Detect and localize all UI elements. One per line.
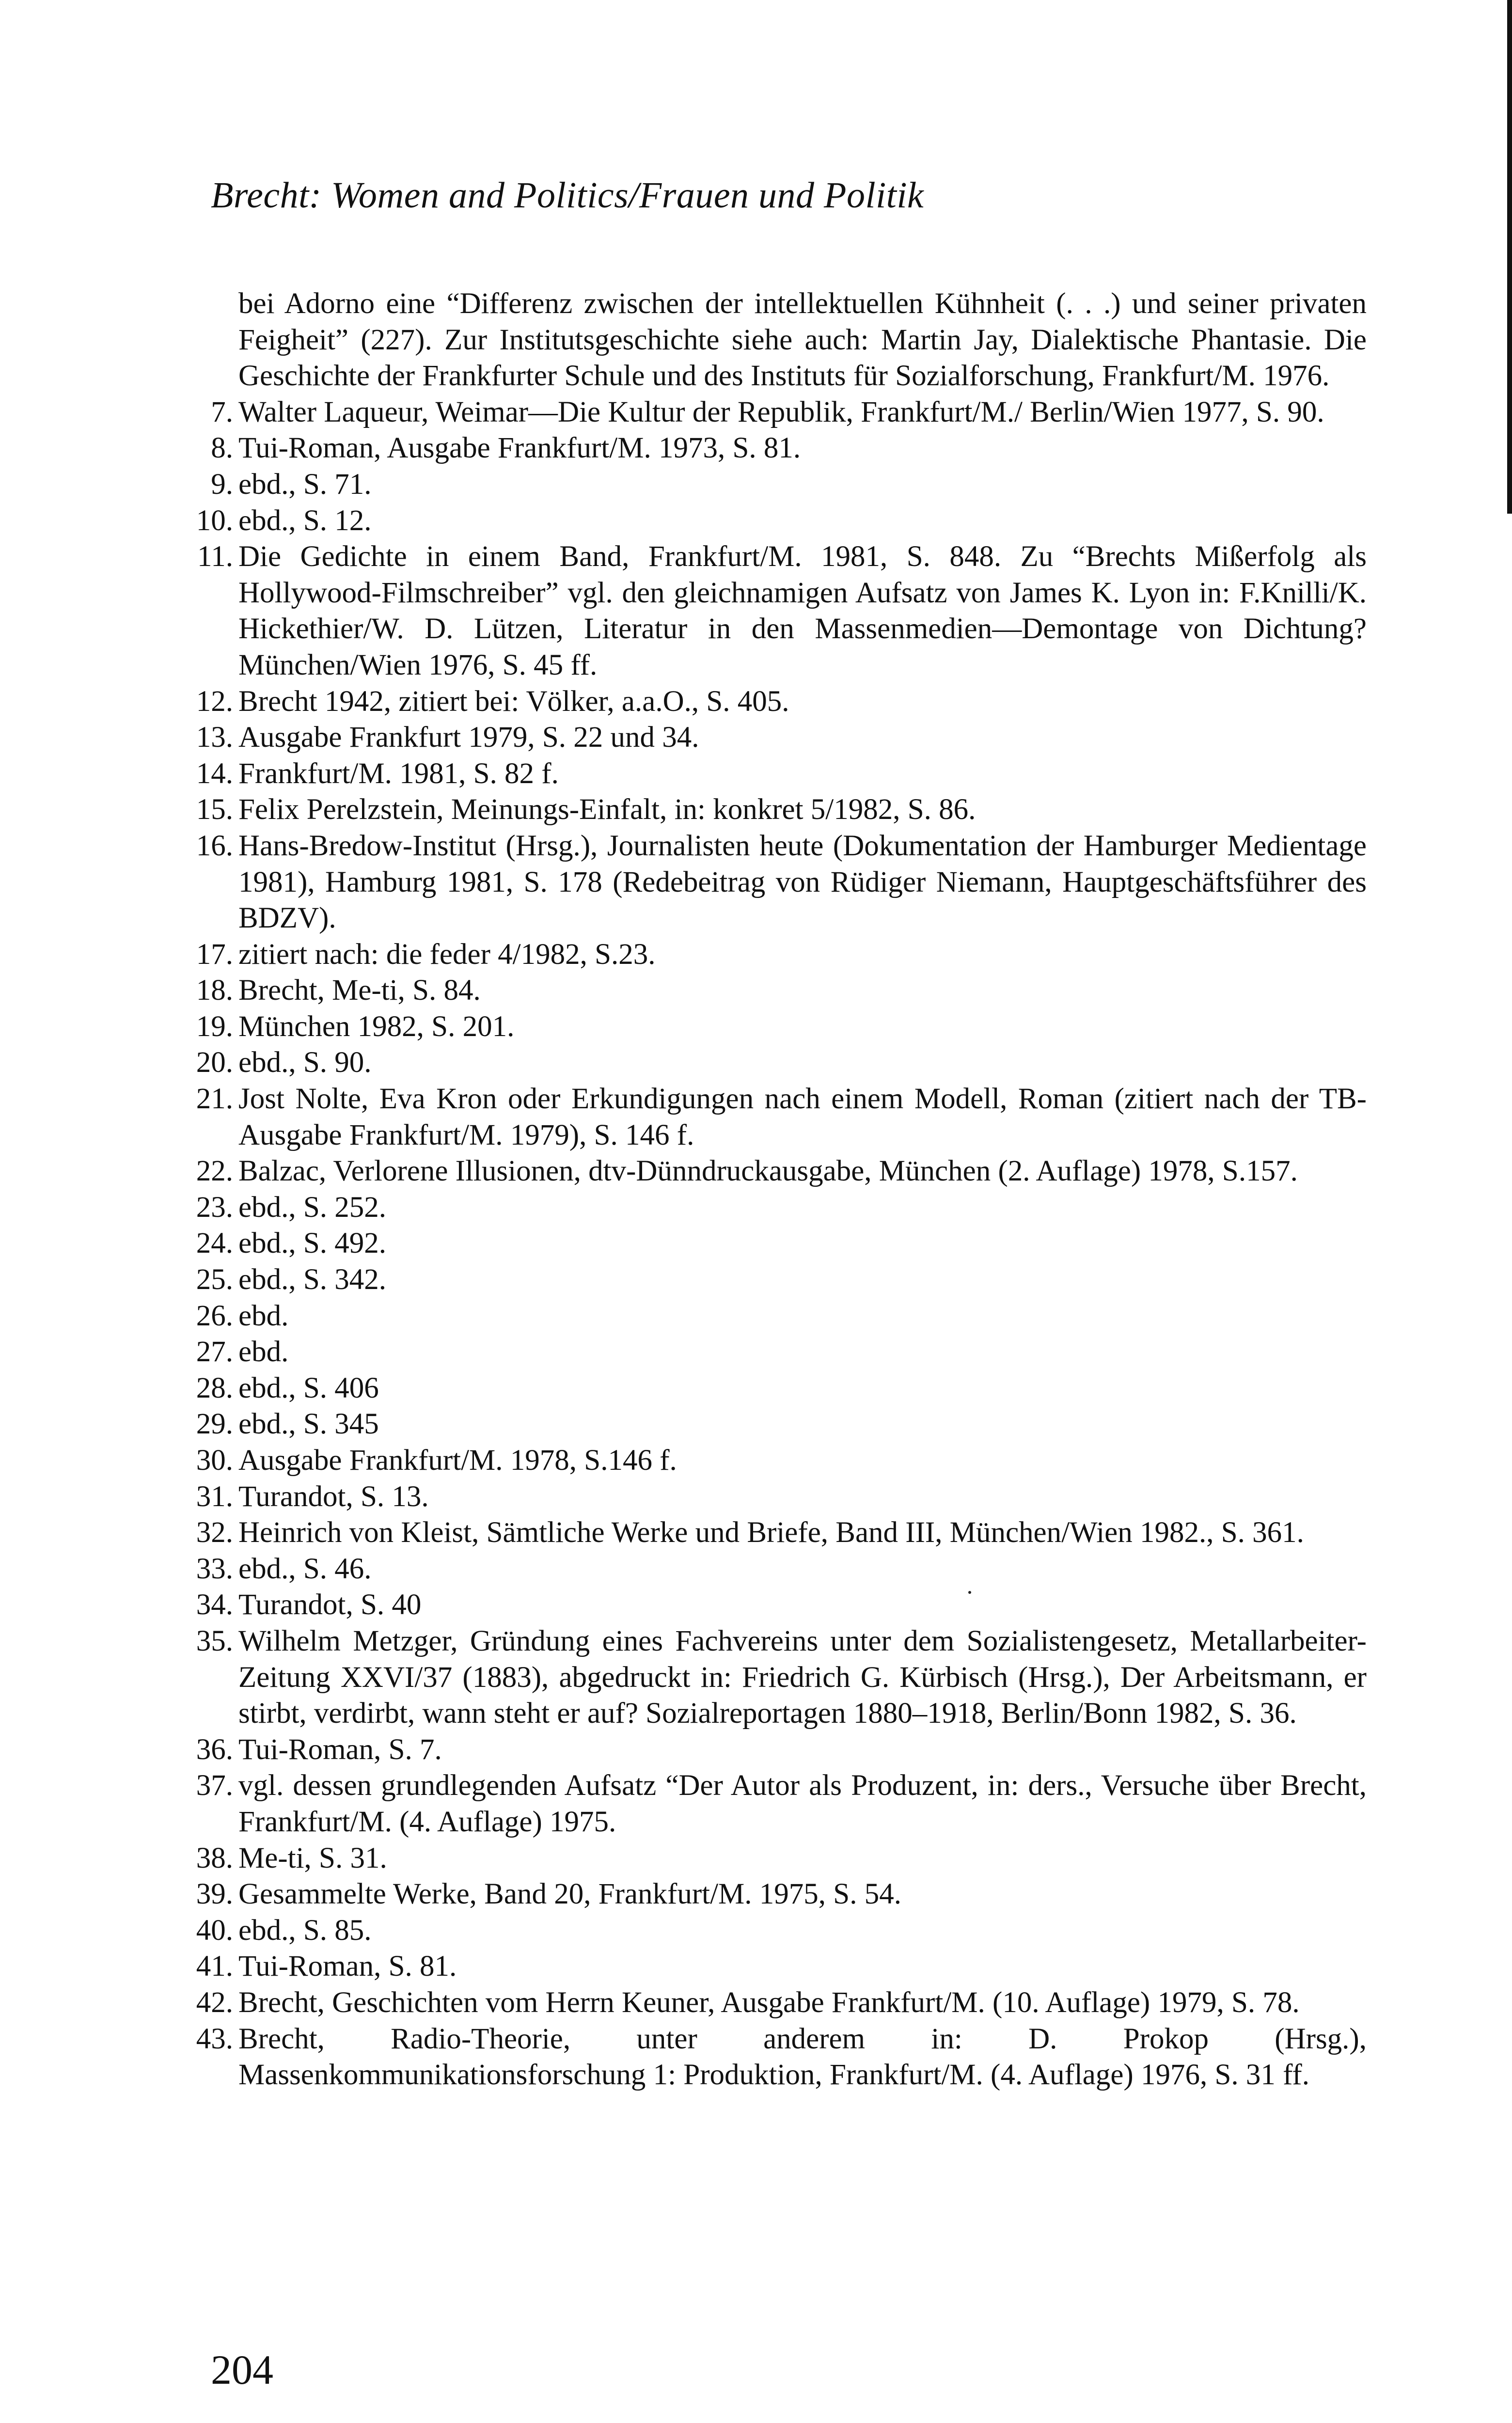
endnote-text: ebd., S. 12.: [238, 504, 372, 537]
endnote-number: 16.: [196, 829, 233, 862]
endnote-item: [206, 394, 1367, 431]
endnote-item: [196, 1406, 1367, 1443]
endnote-item: [206, 430, 1367, 467]
endnote-text: Frankfurt/M. 1981, S. 82 f.: [238, 757, 559, 790]
endnote-text: ebd., S. 71.: [238, 468, 372, 501]
print-speck: [968, 1591, 971, 1594]
endnote-item: [196, 1334, 1367, 1370]
endnote-text: Wilhelm Metzger, Gründung eines Fachvereins unter dem Sozialistengesetz, Metallarbeiter-Zeitung XXVI/37 (1883), abgedruckt in: Friedrich G. Kürbisch (Hrsg.), Der Arbeitsmann, er stirbt, verdirbt, wann steht er auf? Sozialreportagen 1880–1918, Berlin/Bonn 1982, S. 36.: [238, 1624, 1367, 1730]
endnote-number: 13.: [196, 721, 233, 754]
endnote-item: [196, 1623, 1367, 1732]
endnote-item: [196, 1587, 1367, 1623]
endnote-item: [196, 792, 1367, 828]
endnote-item: [196, 1515, 1367, 1551]
endnote-item: [196, 756, 1367, 792]
endnote-item: [196, 684, 1367, 720]
endnote-item: [196, 1841, 1367, 1877]
page-number: 204: [211, 2346, 273, 2393]
endnote-number: 18.: [196, 974, 233, 1007]
endnote-text: Walter Laqueur, Weimar—Die Kultur der Republik, Frankfurt/M./ Berlin/Wien 1977, S. 90.: [238, 395, 1324, 428]
endnote-text: Turandot, S. 13.: [238, 1480, 429, 1513]
endnote-number: 40.: [196, 1914, 233, 1947]
endnote-number: 9.: [211, 468, 233, 501]
endnote-text: Brecht 1942, zitiert bei: Völker, a.a.O., S. 405.: [238, 685, 789, 718]
endnote-text: Turandot, S. 40: [238, 1589, 422, 1621]
endnote-text: Ausgabe Frankfurt/M. 1978, S.146 f.: [238, 1444, 677, 1477]
endnote-item: [196, 1153, 1367, 1190]
endnote-text: Brecht, Me-ti, S. 84.: [238, 974, 481, 1007]
endnote-item: [196, 2021, 1367, 2093]
endnote-item: [196, 1370, 1367, 1407]
endnote-number: 26.: [196, 1299, 233, 1332]
endnote-text: ebd.: [238, 1336, 289, 1369]
endnote-number: 7.: [211, 395, 233, 428]
endnote-text: ebd., S. 492.: [238, 1227, 386, 1260]
note-continuation: bei Adorno eine “Differenz zwischen der intellektuellen Kühnheit (. . .) und seiner privaten Feigheit” (227). Zur Institutsgeschichte siehe auch: Martin Jay, Dialektische Phantasie. Die Geschichte der Frankfurter Schule und des Instituts für Sozialforschung, Frankfurt/M. 1976.: [238, 287, 1367, 393]
endnote-text: Jost Nolte, Eva Kron oder Erkundigungen nach einem Modell, Roman (zitiert nach der TB-Ausgabe Frankfurt/M. 1979), S. 146 f.: [238, 1083, 1367, 1151]
endnote-item: [196, 1298, 1367, 1335]
endnote-item: [196, 720, 1367, 756]
page-edge-mark: [1507, 0, 1512, 514]
endnote-text: Brecht, Radio-Theorie, unter anderem in: D. Prokop (Hrsg.), Massenkommunikationsforschung 1: Produktion, Frankfurt/M. (4. Auflage) 1976, S. 31 ff.: [238, 2022, 1367, 2092]
endnote-number: 34.: [196, 1589, 233, 1621]
endnote-number: 24.: [196, 1227, 233, 1260]
endnote-text: ebd., S. 46.: [238, 1552, 372, 1585]
endnote-number: 43.: [196, 2022, 233, 2055]
notes-container: [196, 394, 1367, 2093]
endnote-item: [196, 1768, 1367, 1840]
endnote-number: 25.: [196, 1263, 233, 1296]
endnote-item: [197, 539, 1367, 683]
endnote-item: [196, 1949, 1367, 1985]
endnote-text: Gesammelte Werke, Band 20, Frankfurt/M. 1975, S. 54.: [238, 1878, 901, 1911]
endnote-number: 11.: [197, 540, 233, 573]
endnote-number: 8.: [211, 432, 233, 465]
endnote-number: 15.: [196, 793, 233, 826]
endnote-number: 14.: [196, 757, 233, 790]
endnote-item: [196, 973, 1367, 1009]
endnote-text: Heinrich von Kleist, Sämtliche Werke und Briefe, Band III, München/Wien 1982., S. 361.: [238, 1516, 1304, 1549]
endnote-text: Ausgabe Frankfurt 1979, S. 22 und 34.: [238, 721, 699, 754]
endnote-item: [196, 1081, 1367, 1153]
endnote-item: [196, 1732, 1367, 1768]
endnote-item: [196, 1551, 1367, 1588]
endnote-item: [196, 1876, 1367, 1913]
endnote-item: [196, 1985, 1367, 2021]
endnote-number: 12.: [196, 685, 233, 718]
endnote-text: Brecht, Geschichten vom Herrn Keuner, Ausgabe Frankfurt/M. (10. Auflage) 1979, S. 78.: [238, 1986, 1300, 2019]
endnote-number: 36.: [196, 1733, 233, 1766]
endnote-number: 33.: [196, 1552, 233, 1585]
endnote-number: 21.: [196, 1083, 233, 1116]
endnote-item: [196, 1009, 1367, 1045]
endnote-item: [196, 1479, 1367, 1515]
endnote-number: 39.: [196, 1878, 233, 1911]
endnote-item: [196, 1443, 1367, 1479]
endnote-number: 28.: [196, 1371, 233, 1404]
endnote-number: 30.: [196, 1444, 233, 1477]
running-header: Brecht: Women and Politics/Frauen und Politik: [211, 175, 924, 216]
endnote-text: Hans-Bredow-Institut (Hrsg.), Journalisten heute (Dokumentation der Hamburger Medientage 1981), Hamburg 1981, S. 178 (Redebeitrag von Rüdiger Niemann, Hauptgeschäftsführer des BDZV).: [238, 829, 1367, 935]
endnote-text: vgl. dessen grundlegenden Aufsatz “Der Autor als Produzent, in: ders., Versuche über Brecht, Frankfurt/M. (4. Auflage) 1975.: [238, 1769, 1367, 1838]
endnote-number: 19.: [196, 1010, 233, 1043]
endnote-text: Balzac, Verlorene Illusionen, dtv-Dünndruckausgabe, München (2. Auflage) 1978, S.157.: [238, 1155, 1298, 1188]
endnote-item: [196, 1226, 1367, 1262]
endnote-text: zitiert nach: die feder 4/1982, S.23.: [238, 938, 656, 971]
endnote-text: ebd., S. 252.: [238, 1191, 386, 1224]
endnote-text: ebd., S. 90.: [238, 1046, 372, 1079]
endnote-text: Tui-Roman, Ausgabe Frankfurt/M. 1973, S. 81.: [238, 432, 801, 465]
endnote-item: [206, 467, 1367, 503]
endnote-text: Tui-Roman, S. 81.: [238, 1950, 457, 1983]
endnote-number: 20.: [196, 1046, 233, 1079]
endnote-item: [196, 828, 1367, 937]
endnote-number: 41.: [196, 1950, 233, 1983]
endnote-text: ebd., S. 345: [238, 1408, 379, 1441]
endnote-number: 31.: [196, 1480, 233, 1513]
endnote-text: ebd.: [238, 1299, 289, 1332]
endnote-number: 23.: [196, 1191, 233, 1224]
endnote-number: 22.: [196, 1155, 233, 1188]
endnote-item: [196, 937, 1367, 973]
endnote-number: 37.: [196, 1769, 233, 1802]
endnote-item: [196, 1262, 1367, 1298]
endnote-text: Me-ti, S. 31.: [238, 1841, 387, 1874]
endnote-text: ebd., S. 406: [238, 1371, 379, 1404]
endnote-number: 32.: [196, 1516, 233, 1549]
endnote-text: Die Gedichte in einem Band, Frankfurt/M. 1981, S. 848. Zu “Brechts Mißerfolg als Hollywood-Filmschreiber” vgl. den gleichnamigen Aufsatz von James K. Lyon in: F.Knilli/K. Hickethier/W. D. Lützen, Literatur in den Massenmedien—Demontage von Dichtung? München/Wien 1976, S. 45 ff.: [238, 540, 1367, 681]
endnote-number: 42.: [196, 1986, 233, 2019]
endnote-number: 35.: [196, 1624, 233, 1657]
endnotes-list: [196, 286, 1367, 2093]
endnote-text: Felix Perelzstein, Meinungs-Einfalt, in: konkret 5/1982, S. 86.: [238, 793, 976, 826]
endnote-number: 38.: [196, 1841, 233, 1874]
endnote-text: München 1982, S. 201.: [238, 1010, 515, 1043]
endnote-text: ebd., S. 342.: [238, 1263, 386, 1296]
endnote-text: Tui-Roman, S. 7.: [238, 1733, 442, 1766]
endnote-number: 27.: [196, 1336, 233, 1369]
endnote-item: [196, 503, 1367, 539]
endnote-number: 29.: [196, 1408, 233, 1441]
endnote-item: [196, 1045, 1367, 1081]
endnote-number: 17.: [196, 938, 233, 971]
endnote-number: 10.: [196, 504, 233, 537]
endnote-text: ebd., S. 85.: [238, 1914, 372, 1947]
endnote-item: [196, 1913, 1367, 1949]
endnote-item: [196, 1190, 1367, 1226]
